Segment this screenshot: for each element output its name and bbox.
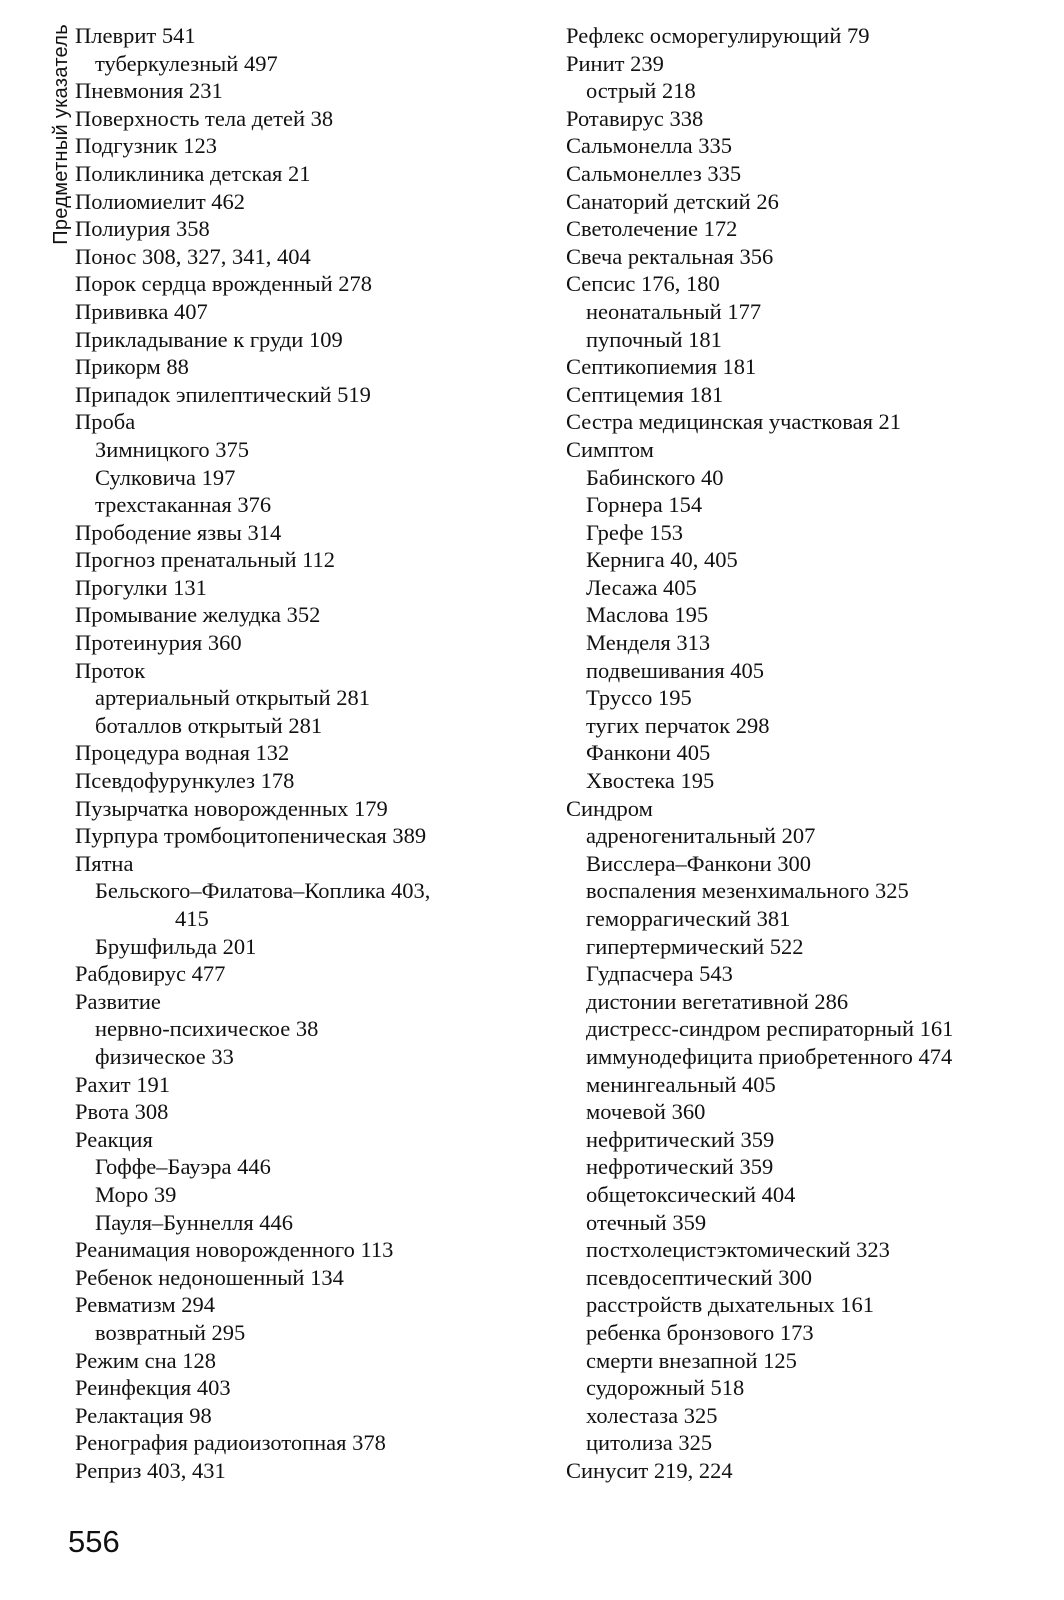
index-subentry: псевдосептический 300: [586, 1264, 813, 1290]
index-entry: Порок сердца врожденный 278: [75, 271, 373, 297]
index-subentry: нервно-психическое 38: [95, 1016, 319, 1042]
index-entry: Пятна: [75, 850, 134, 876]
index-subentry: нефротический 359: [586, 1154, 774, 1180]
index-entry: Ребенок недоношенный 134: [75, 1264, 344, 1290]
index-subentry: Висслера–Фанкони 300: [586, 850, 812, 876]
index-subentry: возвратный 295: [95, 1319, 246, 1345]
index-subentry: ребенка бронзового 173: [586, 1319, 814, 1345]
index-subentry: Маслова 195: [586, 602, 709, 628]
index-entry: Полиомиелит 462: [75, 188, 246, 214]
index-entry: Релактация 98: [75, 1402, 212, 1428]
index-subentry: физическое 33: [95, 1043, 234, 1069]
index-entry: Сепсис 176, 180: [566, 271, 720, 297]
index-entry: Реинфекция 403: [75, 1375, 231, 1401]
index-subentry: холестаза 325: [586, 1402, 718, 1428]
index-entry: Плеврит 541: [75, 23, 196, 48]
index-entry: Ревматизм 294: [75, 1292, 215, 1318]
index-entry: Прободение язвы 314: [75, 519, 282, 545]
index-entry: Прививка 407: [75, 298, 208, 324]
index-subentry: геморрагический 381: [586, 906, 791, 931]
index-subentry: подвешивания 405: [586, 657, 765, 683]
index-entry: Проба: [75, 409, 136, 435]
index-entry: Сестра медицинская участковая 21: [566, 409, 902, 435]
index-entry: Прогноз пренатальный 112: [75, 547, 336, 573]
index-entry: Развитие: [75, 988, 161, 1014]
index-subentry: Менделя 313: [586, 630, 711, 656]
index-entry: Процедура водная 132: [75, 740, 290, 766]
index-entry: Светолечение 172: [566, 216, 738, 242]
index-subentry: Горнера 154: [586, 492, 703, 518]
index-subentry: цитолиза 325: [586, 1430, 713, 1456]
index-subentry: неонатальный 177: [586, 298, 762, 324]
index-entry: Понос 308, 327, 341, 404: [75, 243, 311, 269]
index-subentry: туберкулезный 497: [95, 50, 278, 76]
index-entry: Прикладывание к груди 109: [75, 326, 343, 352]
index-subentry: острый 218: [586, 78, 696, 104]
index-subentry: Хвостека 195: [586, 768, 715, 794]
index-entry: Рахит 191: [75, 1071, 170, 1097]
index-subentry: дистонии вегетативной 286: [586, 988, 849, 1014]
index-subentry: Фанкони 405: [586, 740, 711, 766]
index-entry: Пурпура тромбоцитопеническая 389: [75, 823, 427, 849]
index-entry: Припадок эпилептический 519: [75, 381, 371, 407]
index-entry: Санаторий детский 26: [566, 188, 779, 214]
index-entry: Поверхность тела детей 38: [75, 105, 334, 131]
index-entry: Свеча ректальная 356: [566, 243, 774, 269]
index-subentry: гипертермический 522: [586, 933, 804, 959]
index-entry: Ренография радиоизотопная 378: [75, 1430, 386, 1456]
index-entry: Реанимация новорожденного 113: [75, 1237, 394, 1263]
index-entry: Псевдофурункулез 178: [75, 768, 295, 794]
index-subentry: Бельского–Филатова–Коплика 403,: [95, 878, 431, 904]
index-subentry: Гоффе–Бауэра 446: [95, 1154, 271, 1180]
side-title: Предметный указатель: [50, 24, 72, 245]
index-entry: Рабдовирус 477: [75, 961, 226, 987]
index-subentry: воспаления мезенхимального 325: [586, 878, 909, 904]
index-subentry: Грефе 153: [586, 519, 684, 545]
index-subentry: артериальный открытый 281: [95, 685, 370, 711]
index-entry: Пневмония 231: [75, 78, 223, 104]
index-subentry: менингеальный 405: [586, 1071, 776, 1097]
index-entry: Реакция: [75, 1126, 153, 1152]
index-entry: Сальмонелла 335: [566, 133, 733, 159]
index-subentry: смерти внезапной 125: [586, 1347, 797, 1373]
page-number: 556: [68, 1524, 120, 1559]
index-subentry: мочевой 360: [586, 1099, 706, 1125]
index-subentry: Брушфильда 201: [95, 933, 257, 959]
index-subentry: общетоксический 404: [586, 1181, 796, 1207]
index-entry: Синдром: [566, 795, 653, 821]
index-entry: Симптом: [566, 436, 654, 462]
index-entry: Протеинурия 360: [75, 630, 242, 656]
index-subentry: 415: [175, 906, 209, 931]
index-subentry: Сулковича 197: [95, 464, 236, 490]
index-subentry: Труссо 195: [586, 685, 692, 711]
index-entry: Рефлекс осморегулирующий 79: [566, 23, 870, 48]
index-subentry: Гудпасчера 543: [586, 961, 733, 987]
index-entry: Проток: [75, 657, 146, 683]
index-subentry: тугих перчаток 298: [586, 712, 770, 738]
index-subentry: отечный 359: [586, 1209, 707, 1235]
index-subentry: постхолецистэктомический 323: [586, 1237, 890, 1263]
index-subentry: Пауля–Буннелля 446: [95, 1209, 294, 1235]
index-entry: Подгузник 123: [75, 133, 218, 159]
index-subentry: Лесажа 405: [586, 574, 697, 600]
index-entry: Синусит 219, 224: [566, 1457, 733, 1483]
index-subentry: нефритический 359: [586, 1126, 775, 1152]
index-subentry: трехстаканная 376: [95, 492, 272, 518]
index-entry: Полиурия 358: [75, 216, 210, 242]
index-entry: Режим сна 128: [75, 1347, 217, 1373]
index-subentry: пупочный 181: [586, 326, 722, 352]
index-entry: Септицемия 181: [566, 381, 724, 407]
index-subentry: боталлов открытый 281: [95, 712, 323, 738]
index-entry: Септикопиемия 181: [566, 354, 757, 380]
index-subentry: Кернига 40, 405: [586, 547, 738, 573]
index-subentry: расстройств дыхательных 161: [586, 1292, 874, 1318]
index-subentry: судорожный 518: [586, 1375, 745, 1401]
index-entry: Ротавирус 338: [566, 105, 704, 131]
index-entry: Поликлиника детская 21: [75, 160, 311, 186]
index-entry: Рвота 308: [75, 1099, 169, 1125]
index-subentry: Бабинского 40: [586, 464, 724, 490]
index-column-left: [75, 22, 545, 1484]
index-entry: Пузырчатка новорожденных 179: [75, 795, 388, 821]
index-subentry: иммунодефицита приобретенного 474: [586, 1043, 953, 1069]
index-entry: Прикорм 88: [75, 354, 189, 380]
index-column-right: [566, 22, 1036, 1484]
index-subentry: адреногенитальный 207: [586, 823, 816, 849]
index-entry: Ринит 239: [566, 50, 664, 76]
index-entry: Прогулки 131: [75, 574, 207, 600]
index-entry: Реприз 403, 431: [75, 1457, 226, 1483]
index-subentry: Моро 39: [95, 1181, 177, 1207]
index-subentry: Зимницкого 375: [95, 436, 250, 462]
index-subentry: дистресс-синдром респираторный 161: [586, 1016, 954, 1042]
index-entry: Промывание желудка 352: [75, 602, 321, 628]
index-entry: Сальмонеллез 335: [566, 160, 742, 186]
